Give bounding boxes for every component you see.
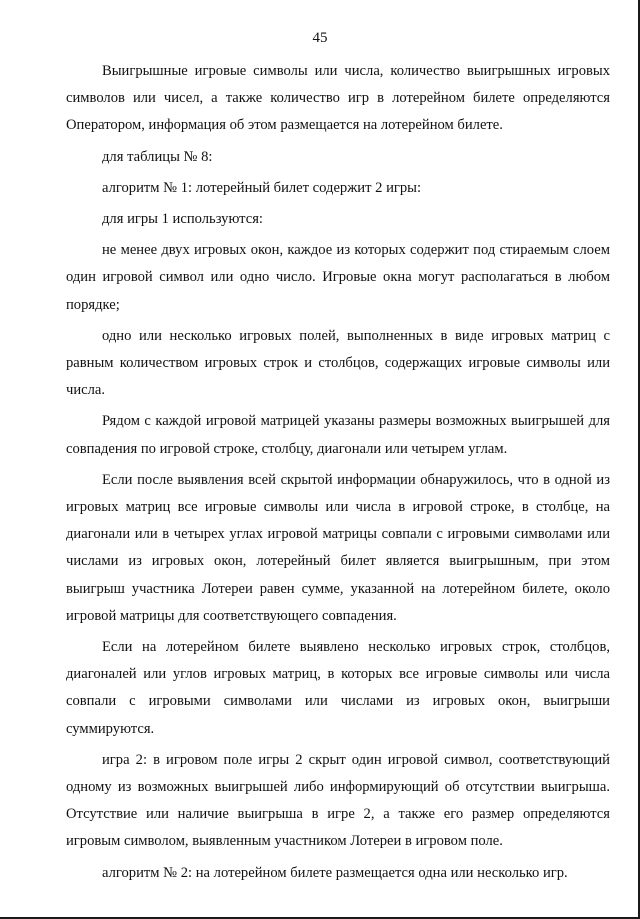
paragraph-game-1-uses: для игры 1 используются:	[102, 211, 263, 228]
paragraph-algorithm-2: алгоритм № 2: на лотерейном билете размещается одна или несколько игр.	[102, 864, 568, 881]
document-body	[66, 58, 610, 891]
paragraph-table-8: для таблицы № 8:	[102, 148, 213, 165]
paragraph-winning-condition: Если после выявления всей скрытой информации обнаружилось, что в одной из игровых матриц все игровые символы или числа в игровой строке, в столбце, на диагонали или в четырех углах игровой матрицы совпали с игровыми символами или числами из игровых окон, лотерейный билет является выигрышным, при этом выигрыш участника Лотереи равен сумме, указанной на лотерейном билете, около игровой матрицы для соответствующего совпадения.	[66, 471, 610, 624]
paragraph-game-fields: одно или несколько игровых полей, выполненных в виде игровых матриц с равным количеством игровых строк и столбцов, содержащих игровые символы или числа.	[66, 327, 610, 399]
paragraph-game-2: игра 2: в игровом поле игры 2 скрыт один игровой символ, соответствующий одному из возможных выигрышей либо информирующий об отсутствии выигрыша. Отсутствие или наличие выигрыша в игре 2, а также его размер определяются игровым символом, выявленным участником Лотереи в игровом поле.	[66, 751, 610, 850]
paragraph-game-windows: не менее двух игровых окон, каждое из которых содержит под стираемым слоем один игровой символ или одно число. Игровые окна могут располагаться в любом порядке;	[66, 242, 610, 313]
paragraph-matrix-prizes: Рядом с каждой игровой матрицей указаны размеры возможных выигрышей для совпадения по игровой строке, столбцу, диагонали или четырем углам.	[66, 413, 610, 457]
page-number: 45	[312, 30, 328, 46]
paragraph-multiple-wins: Если на лотерейном билете выявлено несколько игровых строк, столбцов, диагоналей или углов игровых матриц, в которых все игровые символы или числа совпали с игровыми символами или числами из игровых окон, выигрыши суммируются.	[66, 639, 610, 737]
paragraph-algorithm-1: алгоритм № 1: лотерейный билет содержит 2 игры:	[102, 179, 422, 196]
paragraph-winning-symbols: Выигрышные игровые символы или числа, количество выигрышных игровых символов или чисел, а также количество игр в лотерейном билете определяются Оператором, информация об этом размещается на лотерейном билете.	[66, 63, 610, 134]
